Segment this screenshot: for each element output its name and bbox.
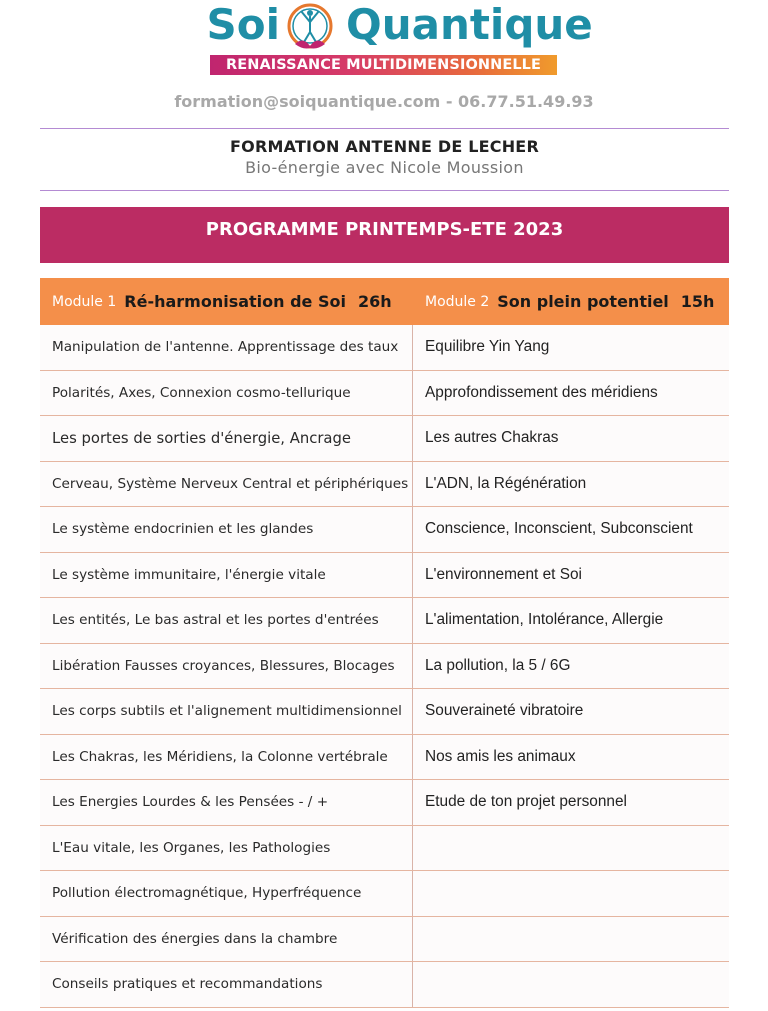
module-2-topic: Souveraineté vibratoire (425, 702, 584, 720)
module-1-topic: Libération Fausses croyances, Blessures, Blocages (40, 644, 413, 689)
module-2-topic (413, 917, 729, 962)
table-row (40, 598, 729, 644)
module-2-topic: Approfondissement des méridiens (425, 383, 658, 401)
table-row (40, 507, 729, 553)
module-2-hours: 15h (680, 292, 715, 311)
module-1-topic: Manipulation de l'antenne. Apprentissage des taux (40, 325, 413, 370)
module-1-topic: Le système endocrinien et les glandes (40, 507, 413, 552)
program-banner: PROGRAMME PRINTEMPS-ETE 2023 (40, 207, 729, 263)
module-1-topic: Les portes de sorties d'énergie, Ancrage (40, 416, 413, 461)
table-row (40, 735, 729, 781)
table-row (40, 962, 729, 1008)
contact-line: formation@soiquantique.com - 06.77.51.49.93 (174, 92, 594, 111)
module-1-hours: 26h (357, 292, 392, 311)
table-row (40, 553, 729, 599)
module-1-topic: Les entités, Le bas astral et les portes d'entrées (40, 598, 413, 643)
table-row (40, 689, 729, 735)
module-2-title: Son plein potentiel (497, 292, 669, 311)
module-2-topic: La pollution, la 5 / 6G (425, 656, 571, 674)
table-row (40, 416, 729, 462)
logo (0, 0, 768, 80)
module-1-topic: Pollution électromagnétique, Hyperfréquence (40, 871, 413, 916)
table-row (40, 826, 729, 872)
module-1-topic: Conseils pratiques et recommandations (40, 962, 413, 1007)
module-1-topic: Les corps subtils et l'alignement multidimensionnel (40, 689, 413, 734)
module-2-topic: L'ADN, la Régénération (425, 474, 587, 492)
module-2-topic: Nos amis les animaux (425, 747, 576, 765)
module-1-topic: Les Energies Lourdes & les Pensées - / + (40, 780, 413, 825)
module-1-number: Module 1 (52, 293, 117, 310)
module-2-topic: Les autres Chakras (425, 429, 559, 447)
lotus-figure-icon (281, 2, 339, 54)
logo-word-soi: Soi (206, 0, 280, 49)
module-1-title: Ré-harmonisation de Soi (124, 292, 346, 311)
module-2-topic: L'alimentation, Intolérance, Allergie (425, 611, 664, 629)
table-row (40, 871, 729, 917)
module-2-topic: Etude de ton projet personnel (425, 793, 627, 811)
module-2-topic (413, 826, 729, 871)
program-table (40, 278, 729, 1008)
module-1-topic: Polarités, Axes, Connexion cosmo-tellurique (40, 371, 413, 416)
logo-word-quantique: Quantique (346, 0, 593, 49)
table-row (40, 917, 729, 963)
logo-title (0, 0, 768, 52)
module-2-topic (413, 962, 729, 1007)
module-1-topic: Cerveau, Système Nerveux Central et périphériques (40, 462, 413, 507)
table-row (40, 325, 729, 371)
module-2-number: Module 2 (425, 293, 490, 310)
table-header (40, 278, 729, 325)
module-2-topic: Conscience, Inconscient, Subconscient (425, 520, 693, 538)
module-1-topic: L'Eau vitale, les Organes, les Pathologies (40, 826, 413, 871)
module-1-header (40, 278, 413, 325)
table-row (40, 644, 729, 690)
table-row (40, 462, 729, 508)
module-2-header (413, 278, 729, 325)
page-title: FORMATION ANTENNE DE LECHER (230, 137, 539, 156)
table-row (40, 780, 729, 826)
module-1-topic: Le système immunitaire, l'énergie vitale (40, 553, 413, 598)
title-box (40, 128, 729, 191)
logo-tagline: RENAISSANCE MULTIDIMENSIONNELLE (210, 55, 557, 75)
module-1-topic: Vérification des énergies dans la chambre (40, 917, 413, 962)
module-2-topic (413, 871, 729, 916)
module-2-topic: Equilibre Yin Yang (425, 338, 550, 356)
page-subtitle: Bio-énergie avec Nicole Moussion (245, 158, 524, 177)
module-2-topic: L'environnement et Soi (425, 565, 582, 583)
module-1-topic: Les Chakras, les Méridiens, la Colonne vertébrale (40, 735, 413, 780)
table-row (40, 371, 729, 417)
